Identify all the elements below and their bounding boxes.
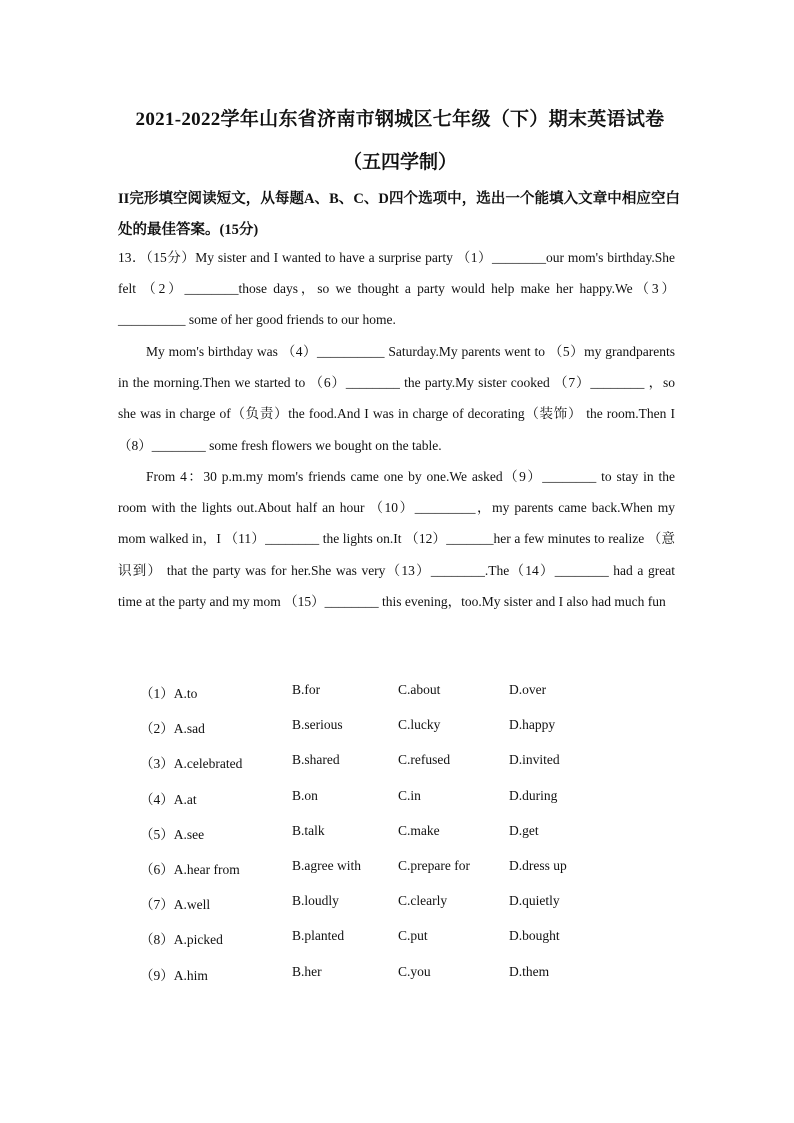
- question-number: （4）: [140, 791, 174, 807]
- option-c: C.you: [398, 963, 431, 979]
- question-number: （1）: [140, 686, 174, 701]
- option-d: D.them: [509, 963, 550, 979]
- option-b: B.shared: [292, 752, 340, 768]
- answer-options: [140, 682, 680, 999]
- exam-subtitle: （五四学制）: [342, 152, 457, 173]
- option-a: [140, 823, 204, 843]
- option-d: D.dress up: [509, 857, 567, 873]
- option-d: D.quietly: [509, 893, 560, 909]
- option-d: D.get: [509, 822, 539, 838]
- section-heading: II完形填空阅读短文，从每题A、B、C、D四个选项中，选出一个能填入文章中相应空白处的最佳答案。(15分): [118, 191, 680, 238]
- question-number: （6）: [140, 861, 174, 877]
- option-a-text: A.at: [173, 791, 197, 807]
- option-row-6: [140, 858, 680, 893]
- option-row-4: [140, 788, 680, 823]
- option-a: [140, 752, 242, 772]
- option-d: D.during: [509, 787, 558, 803]
- question-number: （8）: [140, 932, 174, 948]
- option-a: [140, 928, 223, 948]
- option-row-5: [140, 823, 680, 858]
- option-a: [140, 893, 210, 913]
- option-a: [140, 964, 208, 984]
- option-d: D.over: [509, 682, 547, 697]
- option-a-text: A.to: [173, 686, 198, 701]
- option-b: B.for: [292, 682, 321, 697]
- option-a-text: A.him: [173, 967, 208, 983]
- question-number: （5）: [140, 826, 174, 842]
- option-row-8: [140, 928, 680, 963]
- option-c: C.refused: [398, 752, 451, 768]
- option-b: B.talk: [292, 822, 325, 838]
- option-d: D.happy: [509, 717, 556, 733]
- option-row-9: [140, 964, 680, 999]
- option-a-text: A.well: [173, 897, 211, 913]
- passage-paragraph-2: My mom's birthday was （4）__________ Saturday.My parents went to （5）my grandparents in the morning.Then we started to （6）________ the party.My sister cooked （7）________ ，so she was in charge of（负责）the food.And I was in charge of decorating（装饰） the room.Then I （8）________ some fresh flowers we bought on the table.: [118, 344, 675, 453]
- option-d: D.bought: [509, 928, 560, 944]
- option-a-text: A.sad: [173, 721, 205, 737]
- option-a: [140, 682, 197, 702]
- option-row-3: [140, 752, 680, 787]
- exam-title: 2021-2022学年山东省济南市钢城区七年级（下）期末英语试卷: [135, 109, 665, 130]
- option-b: B.loudly: [292, 893, 339, 909]
- question-number: （2）: [140, 721, 174, 737]
- option-c: C.put: [398, 928, 428, 944]
- option-b: B.serious: [292, 717, 343, 733]
- question-number: （9）: [140, 967, 174, 983]
- question-number: （3）: [140, 756, 174, 772]
- option-b: B.planted: [292, 928, 345, 944]
- option-b: B.her: [292, 963, 322, 979]
- option-a-text: A.hear from: [173, 861, 240, 877]
- option-a: [140, 858, 240, 878]
- option-row-1: [140, 682, 680, 717]
- option-a: [140, 788, 197, 808]
- option-row-2: [140, 717, 680, 752]
- option-c: C.about: [398, 682, 441, 697]
- passage-paragraph-1: 13．（15分）My sister and I wanted to have a surprise party （1）________our mom's birthday.She felt （2）________those days，so we thought a party would help make her happy.We（3）__________ some of her good friends to our home.: [118, 250, 675, 328]
- option-b: B.on: [292, 787, 318, 803]
- option-b: B.agree with: [292, 857, 361, 873]
- option-a-text: A.see: [173, 826, 205, 842]
- option-c: C.in: [398, 787, 421, 803]
- option-a-text: A.picked: [173, 932, 223, 948]
- option-c: C.prepare for: [398, 857, 470, 873]
- question-number: （7）: [140, 897, 174, 913]
- passage-paragraph-3: From 4：30 p.m.my mom's friends came one by one.We asked（9）________ to stay in the room with the lights out.About half an hour （10）_________，my parents came back.When my mom walked in，I （11）________ the lights on.It （12）_______her a few minutes to realize （意识到） that the party was for her.She was very（13）________.The（14）________ had a great time at the party and my mom （15）________ this evening，too.My sister and I also had much fun: [118, 469, 675, 609]
- option-row-7: [140, 893, 680, 928]
- option-d: D.invited: [509, 752, 560, 768]
- option-a: [140, 717, 205, 737]
- option-c: C.clearly: [398, 893, 448, 909]
- option-c: C.make: [398, 822, 440, 838]
- option-a-text: A.celebrated: [173, 756, 243, 772]
- option-c: C.lucky: [398, 717, 441, 733]
